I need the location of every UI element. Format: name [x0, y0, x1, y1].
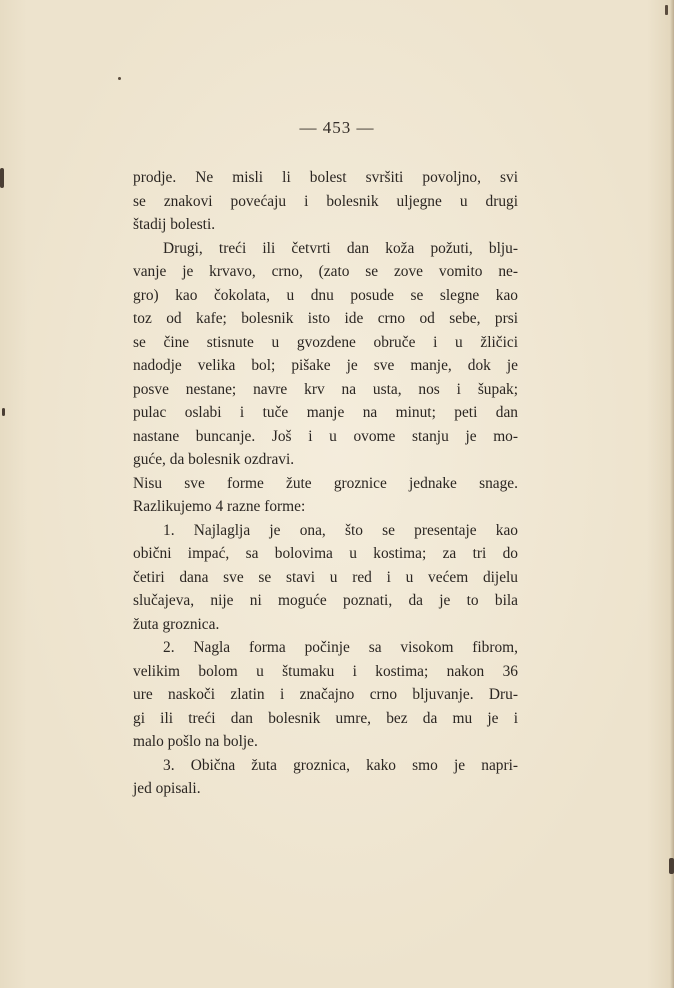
paper-edge-mark: [2, 408, 5, 416]
text-line: vanje je krvavo, crno, (zato se zove vomito ne-: [133, 263, 518, 280]
text-line: štadij bolesti.: [133, 216, 216, 233]
text-line: ure naskoči zlatin i značajno crno bljuvanje. Dru-: [133, 686, 518, 703]
text-line: se znakovi povećaju i bolesnik uljegne u drugi: [133, 192, 518, 210]
text-line: guće, da bolesnik ozdravi.: [133, 451, 295, 468]
text-line: nadodje velika bol; pišake je sve manje, dok je: [133, 357, 518, 374]
paper-speck: [118, 77, 121, 80]
text-line: jed opisali.: [133, 780, 201, 797]
text-line: 3. Obična žuta groznica, kako smo je napri-: [163, 756, 518, 774]
text-line: prodje. Ne misli li bolest svršiti povoljno, svi: [133, 169, 518, 186]
text-line: gi ili treći dan bolesnik umre, bez da mu je i: [133, 709, 518, 727]
text-line: se čine stisnute u gvozdene obruče i u žličici: [133, 333, 518, 351]
paper-edge-mark: [669, 858, 674, 874]
text-line: četiri dana sve se stavi u red i u većem dijelu: [133, 568, 518, 586]
paper-speck: [665, 5, 668, 15]
paper-edge-mark: [0, 168, 4, 188]
page-number: — 453 —: [299, 118, 375, 137]
text-line: toz od kafe; bolesnik isto ide crno od sebe, prsi: [133, 310, 518, 327]
text-line: Drugi, treći ili četvrti dan koža požuti, blju-: [163, 239, 518, 257]
text-line: pulac oslabi i tuče manje na minut; peti dan: [133, 404, 518, 421]
text-line: Razlikujemo 4 razne forme:: [133, 498, 306, 515]
page-edge-shadow: [670, 0, 674, 988]
text-line: 2. Nagla forma počinje sa visokom fibrom,: [163, 639, 518, 656]
text-line: slučajeva, nije ni moguće poznati, da je to bila: [133, 592, 518, 609]
text-line: 1. Najlaglja je ona, što se presentaje kao: [163, 521, 518, 539]
text-line: Nisu sve forme žute groznice jednake snage.: [133, 474, 518, 492]
text-line: gro) kao čokolata, u dnu posude se slegne kao: [133, 286, 518, 304]
text-line: žuta groznica.: [133, 615, 220, 633]
text-line: obični impać, sa bolovima u kostima; za tri do: [133, 545, 518, 562]
text-line: malo pošlo na bolje.: [133, 733, 258, 750]
text-line: velikim bolom u štumaku i kostima; nakon 36: [133, 662, 518, 680]
text-line: nastane buncanje. Još i u ovome stanju je mo-: [133, 427, 518, 445]
body-text: [133, 166, 518, 801]
text-line: posve nestane; navre krv na usta, nos i šupak;: [133, 380, 518, 398]
